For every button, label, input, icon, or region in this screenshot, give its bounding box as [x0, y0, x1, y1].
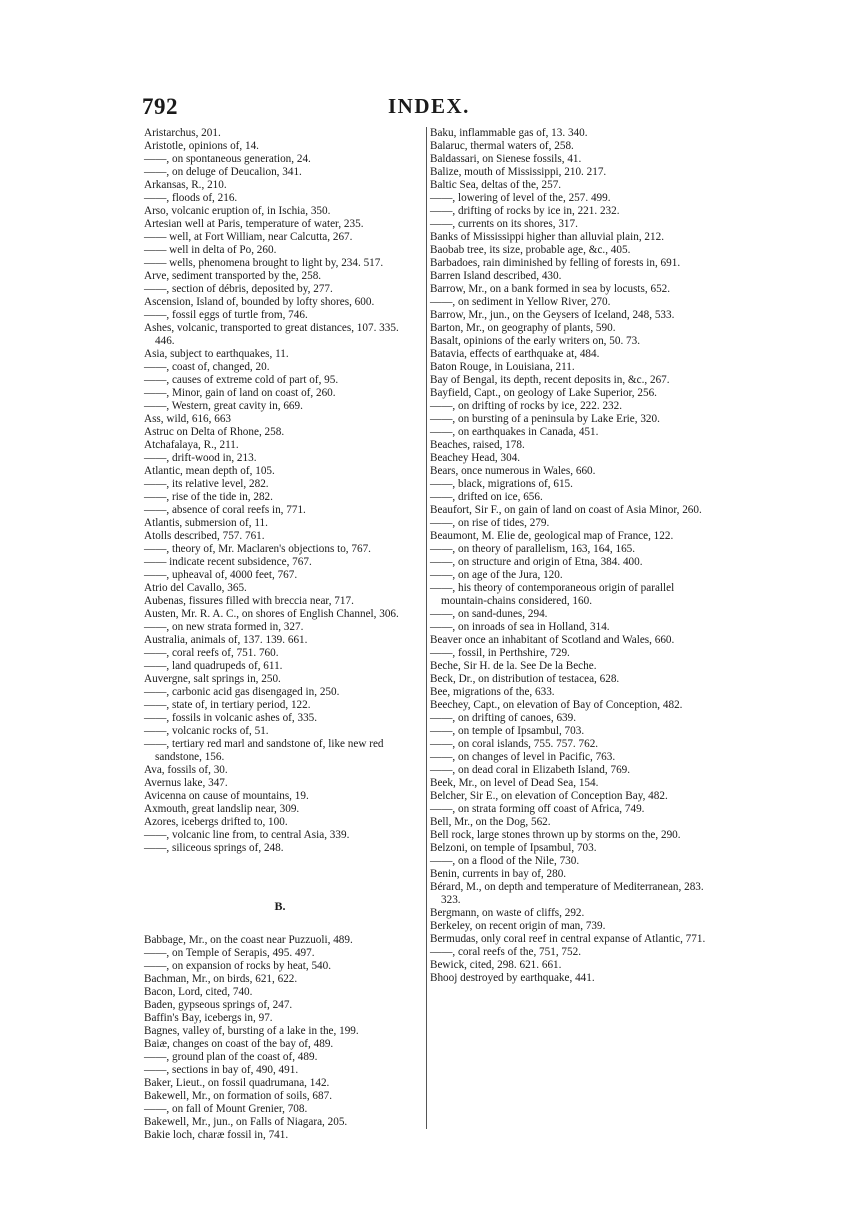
index-entry: ——, lowering of level of the, 257. 499.: [430, 192, 611, 204]
index-entry: Ascension, Island of, bounded by lofty shores, 600.: [144, 296, 375, 308]
index-entry: Atlantic, mean depth of, 105.: [144, 465, 275, 477]
index-entry: ——, on drifting of rocks by ice, 222. 232.: [430, 400, 623, 412]
left-entries-list: [144, 127, 416, 855]
index-entry: Barrow, Mr., on a bank formed in sea by locusts, 652.: [430, 283, 671, 295]
index-entry: ——, coast of, changed, 20.: [144, 361, 270, 373]
index-entry: ——, on expansion of rocks by heat, 540.: [144, 960, 332, 972]
index-entry: Balaruc, thermal waters of, 258.: [430, 140, 574, 152]
index-entry: Beche, Sir H. de la. See De la Beche.: [430, 660, 597, 672]
index-entry: Bakewell, Mr., on formation of soils, 687.: [144, 1090, 332, 1102]
index-entry: ——, on coral islands, 755. 757. 762.: [430, 738, 599, 750]
index-entry: Artesian well at Paris, temperature of water, 235.: [144, 218, 364, 230]
index-entry: ——, floods of, 216.: [144, 192, 238, 204]
index-entry: Ashes, volcanic, transported to great distances, 107. 335. 446.: [144, 322, 399, 347]
index-entry: ——, on Temple of Serapis, 495. 497.: [144, 947, 315, 959]
index-entry: Arso, volcanic eruption of, in Ischia, 350.: [144, 205, 331, 217]
index-entry: Beaches, raised, 178.: [430, 439, 525, 451]
index-entry: Atolls described, 757. 761.: [144, 530, 265, 542]
index-entry: Baku, inflammable gas of, 13. 340.: [430, 127, 588, 139]
index-entry: ——, Western, great cavity in, 669.: [144, 400, 303, 412]
index-entry: ——, on theory of parallelism, 163, 164, 165.: [430, 543, 636, 555]
index-entry: ——, drift-wood in, 213.: [144, 452, 257, 464]
index-entry: Barbadoes, rain diminished by felling of forests in, 691.: [430, 257, 681, 269]
index-entry: Beaumont, M. Elie de, geological map of France, 122.: [430, 530, 674, 542]
index-entry: Beck, Dr., on distribution of testacea, 628.: [430, 673, 620, 685]
page-number: 792: [142, 94, 178, 119]
running-head-title: INDEX.: [388, 94, 470, 118]
index-entry: Baiæ, changes on coast of the bay of, 489.: [144, 1038, 334, 1050]
index-entry: ——, on fall of Mount Grenier, 708.: [144, 1103, 308, 1115]
index-entry: Australia, animals of, 137. 139. 661.: [144, 634, 308, 646]
index-entry: Bachman, Mr., on birds, 621, 622.: [144, 973, 298, 985]
index-entry: ——, drifted on ice, 656.: [430, 491, 543, 503]
right-column: [426, 127, 712, 1129]
index-entry: —— well in delta of Po, 260.: [144, 244, 277, 256]
index-entry: Baobab tree, its size, probable age, &c., 405.: [430, 244, 631, 256]
index-entry: ——, fossil, in Perthshire, 729.: [430, 647, 570, 659]
index-entry: ——, ground plan of the coast of, 489.: [144, 1051, 318, 1063]
index-entry: Arkansas, R., 210.: [144, 179, 227, 191]
index-entry: Aristarchus, 201.: [144, 127, 221, 139]
index-entry: Babbage, Mr., on the coast near Puzzuoli, 489.: [144, 934, 353, 946]
index-entry: Baltic Sea, deltas of the, 257.: [430, 179, 562, 191]
index-entry: ——, on deluge of Deucalion, 341.: [144, 166, 302, 178]
index-entry: Barren Island described, 430.: [430, 270, 562, 282]
index-entry: ——, upheaval of, 4000 feet, 767.: [144, 569, 298, 581]
index-entry: Barrow, Mr., jun., on the Geysers of Iceland, 248, 533.: [430, 309, 675, 321]
index-entry: Ass, wild, 616, 663: [144, 413, 232, 425]
index-entry: Beachey Head, 304.: [430, 452, 521, 464]
index-entry: Bérard, M., on depth and temperature of Mediterranean, 283. 323.: [430, 881, 704, 906]
index-entry: ——, tertiary red marl and sandstone of, like new red sandstone, 156.: [144, 738, 384, 763]
index-entry: Bergmann, on waste of cliffs, 292.: [430, 907, 585, 919]
index-entry: Batavia, effects of earthquake at, 484.: [430, 348, 600, 360]
index-entry: ——, causes of extreme cold of part of, 95.: [144, 374, 339, 386]
index-entry: ——, section of débris, deposited by, 277.: [144, 283, 333, 295]
left-entries-b-list: [144, 934, 416, 1142]
index-entry: Benin, currents in bay of, 280.: [430, 868, 567, 880]
index-entry: ——, rise of the tide in, 282.: [144, 491, 273, 503]
index-entry: ——, coral reefs of the, 751, 752.: [430, 946, 581, 958]
index-entry: Baldassari, on Sienese fossils, 41.: [430, 153, 582, 165]
index-entry: ——, his theory of contemporaneous origin of parallel mountain-chains considered, 160.: [430, 582, 675, 607]
index-entry: ——, state of, in tertiary period, 122.: [144, 699, 311, 711]
index-entry: ——, volcanic rocks of, 51.: [144, 725, 269, 737]
index-entry: Arve, sediment transported by the, 258.: [144, 270, 322, 282]
index-entry: ——, on age of the Jura, 120.: [430, 569, 563, 581]
index-entry: Avicenna on cause of mountains, 19.: [144, 790, 309, 802]
index-entry: Avernus lake, 347.: [144, 777, 228, 789]
index-entry: Beechey, Capt., on elevation of Bay of Conception, 482.: [430, 699, 683, 711]
index-entry: ——, theory of, Mr. Maclaren's objections to, 767.: [144, 543, 371, 555]
index-entry: ——, Minor, gain of land on coast of, 260.: [144, 387, 336, 399]
index-entry: Bay of Bengal, its depth, recent deposits in, &c., 267.: [430, 374, 670, 386]
index-entry: Ava, fossils of, 30.: [144, 764, 228, 776]
index-entry: ——, on a flood of the Nile, 730.: [430, 855, 580, 867]
index-entry: ——, on sand-dunes, 294.: [430, 608, 548, 620]
index-entry: Balize, mouth of Mississippi, 210. 217.: [430, 166, 607, 178]
index-entry: Basalt, opinions of the early writers on, 50. 73.: [430, 335, 641, 347]
index-entry: Atchafalaya, R., 211.: [144, 439, 239, 451]
index-entry: ——, land quadrupeds of, 611.: [144, 660, 283, 672]
index-entry: Baffin's Bay, icebergs in, 97.: [144, 1012, 273, 1024]
index-entry: ——, carbonic acid gas disengaged in, 250.: [144, 686, 340, 698]
index-entry: ——, black, migrations of, 615.: [430, 478, 573, 490]
index-entry: Auvergne, salt springs in, 250.: [144, 673, 281, 685]
index-entry: Bewick, cited, 298. 621. 661.: [430, 959, 562, 971]
index-entry: —— well, at Fort William, near Calcutta, 267.: [144, 231, 353, 243]
index-entry: Berkeley, on recent origin of man, 739.: [430, 920, 606, 932]
index-entry: Baker, Lieut., on fossil quadrumana, 142.: [144, 1077, 330, 1089]
index-entry: ——, on new strata formed in, 327.: [144, 621, 304, 633]
index-entry: ——, on structure and origin of Etna, 384. 400.: [430, 556, 643, 568]
index-entry: Bell rock, large stones thrown up by storms on the, 290.: [430, 829, 681, 841]
index-entry: Belzoni, on temple of Ipsambul, 703.: [430, 842, 597, 854]
index-entry: Asia, subject to earthquakes, 11.: [144, 348, 289, 360]
index-entry: ——, on dead coral in Elizabeth Island, 769.: [430, 764, 631, 776]
index-entry: Axmouth, great landslip near, 309.: [144, 803, 300, 815]
index-entry: ——, on temple of Ipsambul, 703.: [430, 725, 585, 737]
index-entry: Bacon, Lord, cited, 740.: [144, 986, 253, 998]
index-entry: Bell, Mr., on the Dog, 562.: [430, 816, 551, 828]
index-entry: Baden, gypseous springs of, 247.: [144, 999, 293, 1011]
index-entry: ——, on earthquakes in Canada, 451.: [430, 426, 599, 438]
index-entry: Austen, Mr. R. A. C., on shores of English Channel, 306.: [144, 608, 399, 620]
index-entry: Atrio del Cavallo, 365.: [144, 582, 247, 594]
index-entry: Astruc on Delta of Rhone, 258.: [144, 426, 285, 438]
index-entry: ——, fossils in volcanic ashes of, 335.: [144, 712, 318, 724]
index-entry: Azores, icebergs drifted to, 100.: [144, 816, 288, 828]
index-entry: —— wells, phenomena brought to light by, 234. 517.: [144, 257, 384, 269]
index-entry: Bhooj destroyed by earthquake, 441.: [430, 972, 595, 984]
index-entry: Bermudas, only coral reef in central expanse of Atlantic, 771.: [430, 933, 706, 945]
index-entry: ——, drifting of rocks by ice in, 221. 232.: [430, 205, 620, 217]
index-entry: Beaver once an inhabitant of Scotland and Wales, 660.: [430, 634, 675, 646]
index-entry: ——, its relative level, 282.: [144, 478, 269, 490]
index-entry: ——, on strata forming off coast of Africa, 749.: [430, 803, 645, 815]
index-entry: ——, currents on its shores, 317.: [430, 218, 578, 230]
index-entry: Bakie loch, charæ fossil in, 741.: [144, 1129, 289, 1141]
index-entry: Aubenas, fissures filled with breccia near, 717.: [144, 595, 354, 607]
index-entry: Beaufort, Sir F., on gain of land on coast of Asia Minor, 260.: [430, 504, 702, 516]
index-entry: ——, absence of coral reefs in, 771.: [144, 504, 306, 516]
section-letter-b: B.: [274, 899, 286, 913]
index-entry: Aristotle, opinions of, 14.: [144, 140, 259, 152]
index-entry: Bayfield, Capt., on geology of Lake Superior, 256.: [430, 387, 657, 399]
index-entry: ——, on rise of tides, 279.: [430, 517, 550, 529]
index-entry: Bagnes, valley of, bursting of a lake in the, 199.: [144, 1025, 359, 1037]
index-entry: ——, fossil eggs of turtle from, 746.: [144, 309, 308, 321]
index-entry: ——, on changes of level in Pacific, 763.: [430, 751, 616, 763]
index-entry: Barton, Mr., on geography of plants, 590.: [430, 322, 616, 334]
index-entry: Baton Rouge, in Louisiana, 211.: [430, 361, 575, 373]
index-entry: ——, on drifting of canoes, 639.: [430, 712, 577, 724]
index-entry: Belcher, Sir E., on elevation of Conception Bay, 482.: [430, 790, 668, 802]
index-entry: ——, on bursting of a peninsula by Lake Erie, 320.: [430, 413, 660, 425]
index-entry: Atlantis, submersion of, 11.: [144, 517, 268, 529]
index-entry: Bee, migrations of the, 633.: [430, 686, 555, 698]
index-entry: Banks of Mississippi higher than alluvial plain, 212.: [430, 231, 664, 243]
index-entry: ——, sections in bay of, 490, 491.: [144, 1064, 299, 1076]
index-entry: ——, coral reefs of, 751. 760.: [144, 647, 279, 659]
index-entry: ——, on inroads of sea in Holland, 314.: [430, 621, 610, 633]
index-entry: ——, on sediment in Yellow River, 270.: [430, 296, 611, 308]
index-entry: Beek, Mr., on level of Dead Sea, 154.: [430, 777, 599, 789]
index-entry: ——, volcanic line from, to central Asia, 339.: [144, 829, 350, 841]
left-column: [144, 127, 416, 1142]
index-entry: Bakewell, Mr., jun., on Falls of Niagara, 205.: [144, 1116, 348, 1128]
index-entry: Bears, once numerous in Wales, 660.: [430, 465, 596, 477]
index-entry: ——, on spontaneous generation, 24.: [144, 153, 311, 165]
right-entries-list: [430, 127, 712, 985]
index-entry: ——, siliceous springs of, 248.: [144, 842, 284, 854]
index-entry: —— indicate recent subsidence, 767.: [144, 556, 312, 568]
